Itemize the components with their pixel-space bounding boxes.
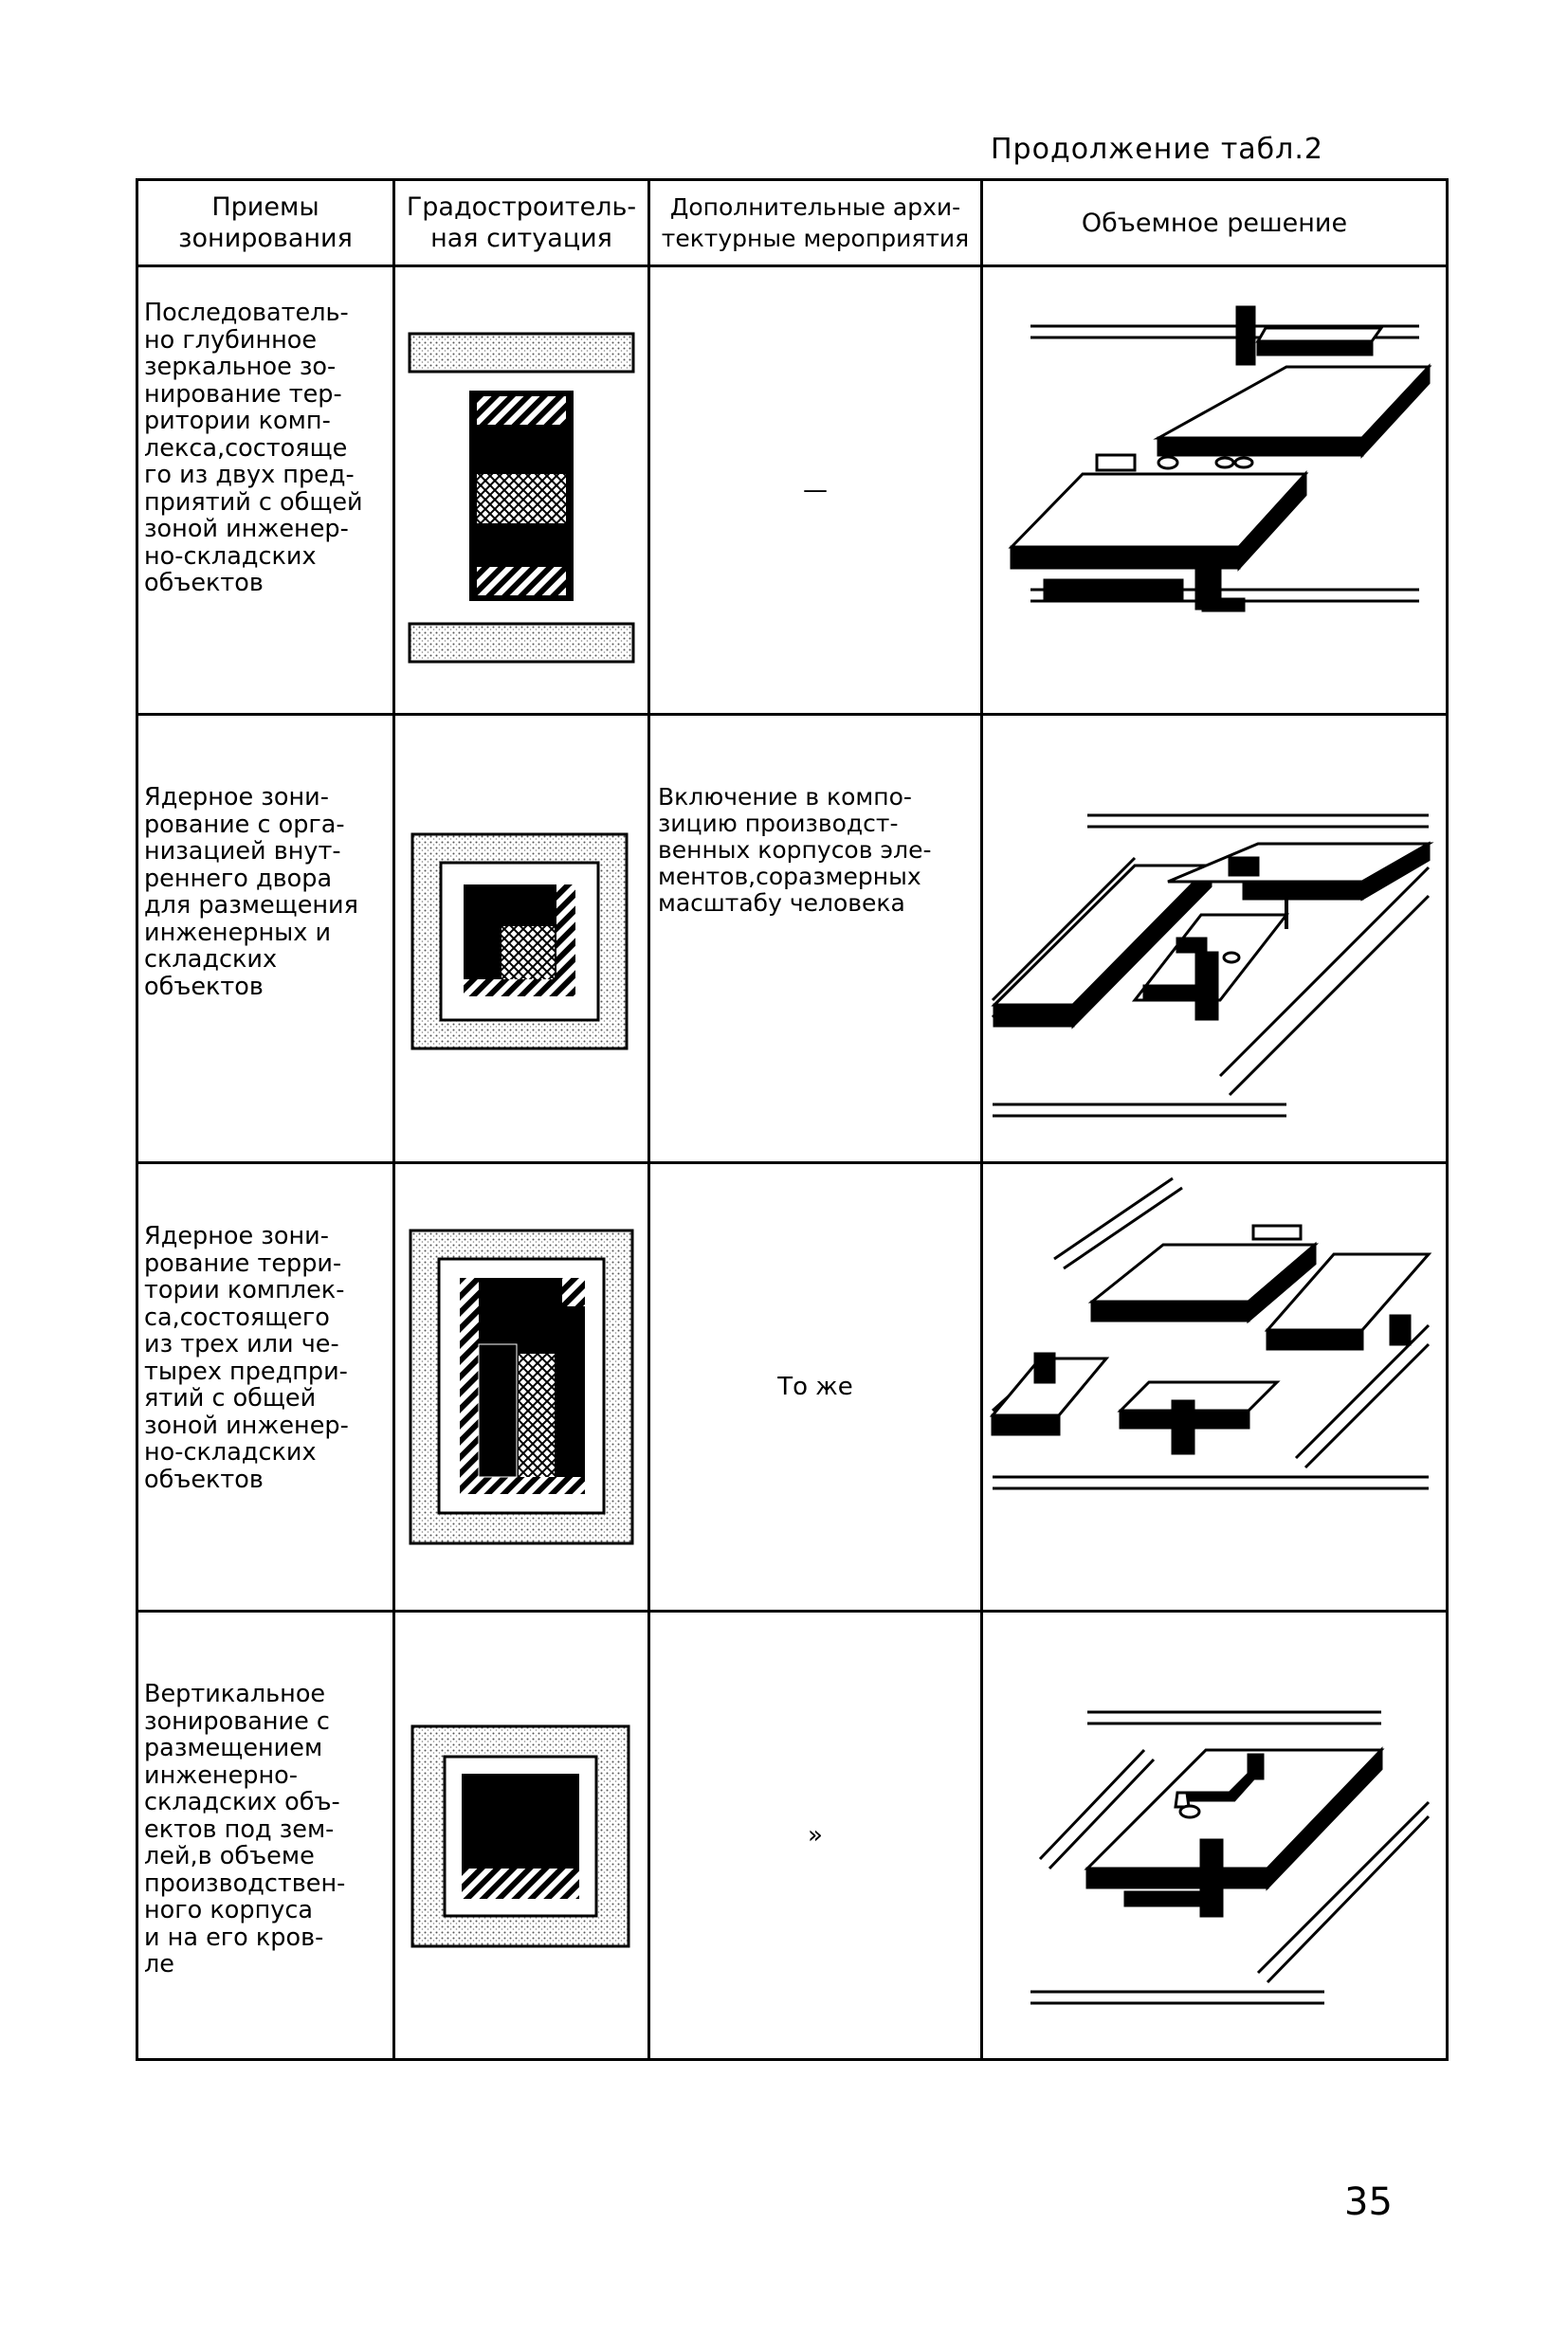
site-plan-diagram-4 (395, 1613, 647, 2058)
header-additional-measures: Дополнительные архи- тектурные мероприятия (649, 180, 982, 266)
site-plan-cell (394, 715, 649, 1163)
header-volume-solution: Объемное решение (982, 180, 1448, 266)
site-plan-diagram-1 (395, 267, 647, 713)
method-cell: Последователь- но глубинное зеркальное зо- нирование тер- ритории комп- лекса,состояще го из двух пред- приятий с общей зоной инженер- но-складских объектов (137, 266, 394, 715)
table-row (137, 1163, 1448, 1612)
site-plan-diagram-2 (395, 716, 647, 1161)
method-cell: Ядерное зони- рование терри- тории комплек- са,состоящего из трех или че- тырех предпри- ятий с общей зоной инженер- но-складских объектов (137, 1163, 394, 1612)
table-row (137, 266, 1448, 715)
volume-drawing-2 (983, 716, 1446, 1161)
volume-cell (982, 715, 1448, 1163)
volume-cell (982, 1163, 1448, 1612)
table-row (137, 1612, 1448, 2060)
page-number: 35 (1344, 2180, 1393, 2224)
measures-cell: То же (649, 1163, 982, 1612)
site-plan-cell (394, 1612, 649, 2060)
method-cell: Вертикальное зонирование с размещением инженерно- складских объ- ектов под зем- лей,в объеме производствен- ного корпуса и на его кров- ле (137, 1612, 394, 2060)
table-caption: Продолжение табл.2 (991, 133, 1323, 166)
site-plan-cell (394, 266, 649, 715)
table-header-row (137, 180, 1448, 266)
volume-drawing-3 (983, 1164, 1446, 1610)
table-row (137, 715, 1448, 1163)
measures-cell: — (649, 266, 982, 715)
zoning-table (136, 178, 1449, 2061)
measures-cell: » (649, 1612, 982, 2060)
header-zoning-methods: Приемы зонирования (137, 180, 394, 266)
volume-drawing-4 (983, 1613, 1446, 2058)
site-plan-cell (394, 1163, 649, 1612)
header-urban-situation: Градостроитель- ная ситуация (394, 180, 649, 266)
site-plan-diagram-3 (395, 1164, 647, 1610)
volume-drawing-1 (983, 267, 1446, 713)
measures-cell: Включение в компо- зицию производст- венных корпусов эле- ментов,соразмерных масштабу человека (649, 715, 982, 1163)
volume-cell (982, 1612, 1448, 2060)
volume-cell (982, 266, 1448, 715)
method-cell: Ядерное зони- рование с орга- низацией внут- реннего двора для размещения инженерных и складских объектов (137, 715, 394, 1163)
